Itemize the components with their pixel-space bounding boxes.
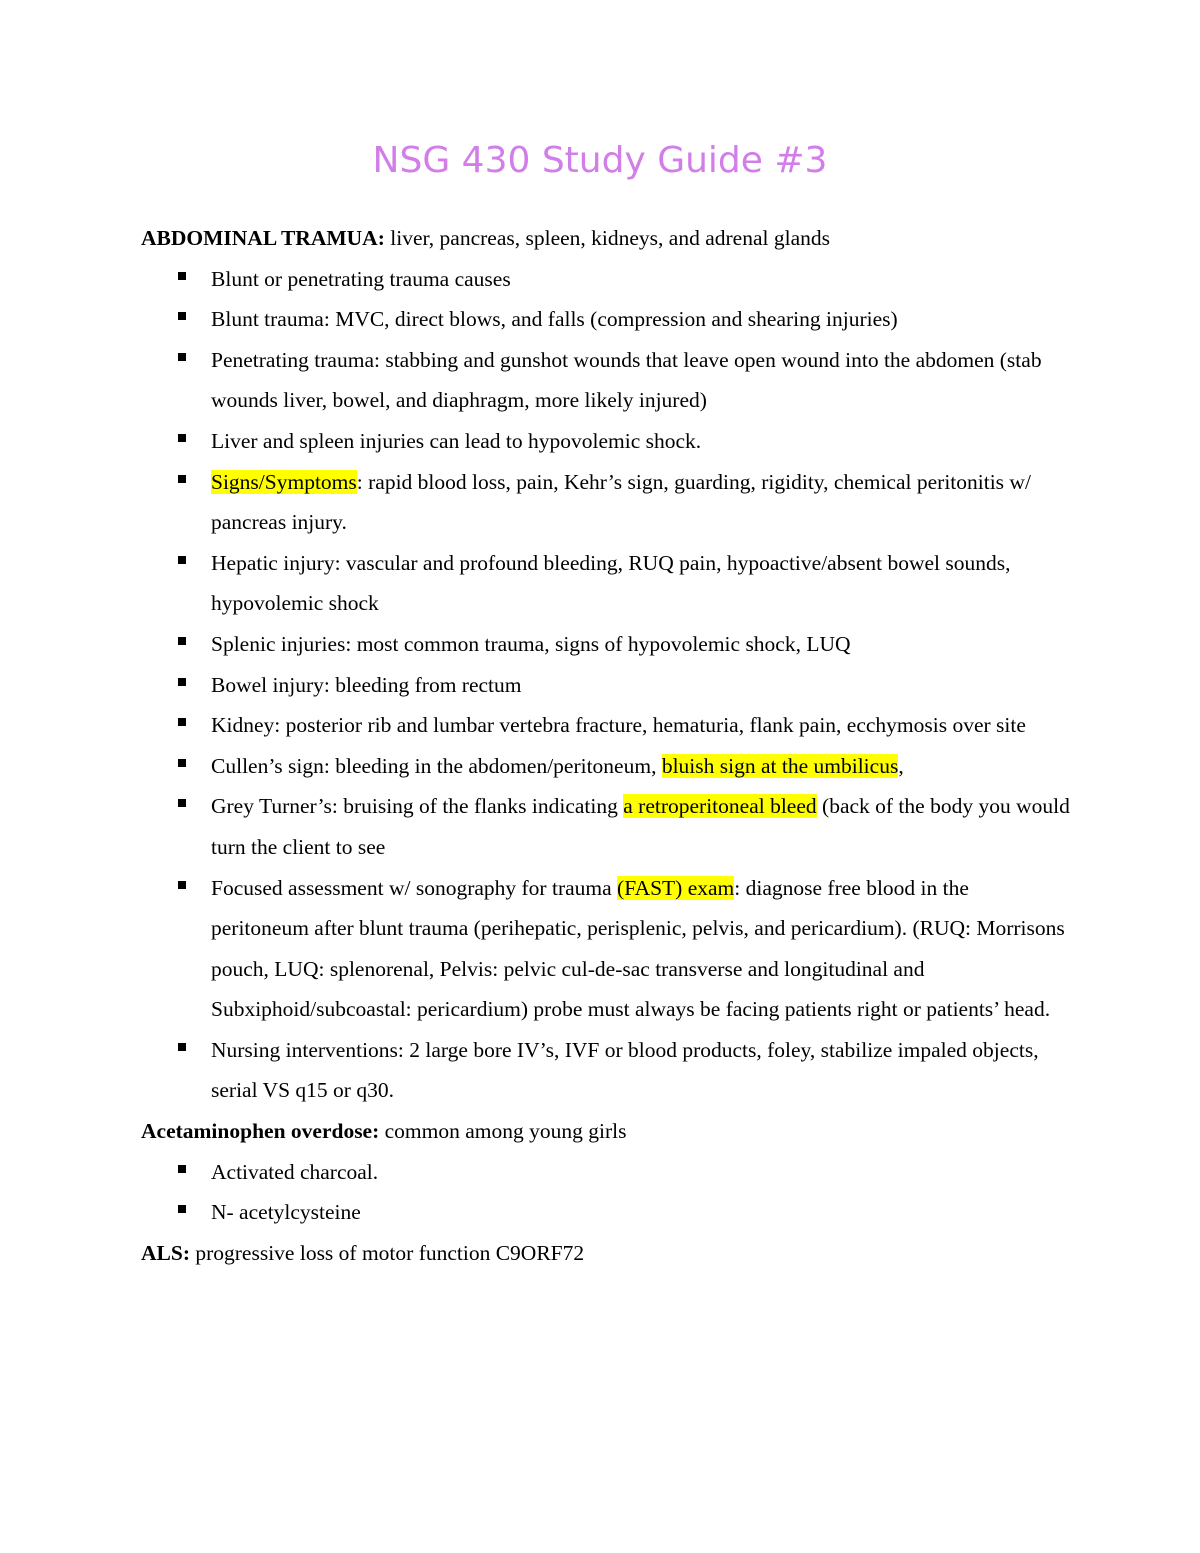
square-bullet-icon — [178, 718, 186, 726]
list-item-text: Nursing interventions: 2 large bore IV’s, IVF or blood products, foley, stabilize impaled objects, serial VS q15 or q30. — [211, 1037, 1039, 1103]
list-item — [141, 1192, 1071, 1233]
square-bullet-icon — [178, 1165, 186, 1173]
abdominal-trauma-list — [141, 259, 1071, 1111]
square-bullet-icon — [178, 434, 186, 442]
list-item — [141, 1030, 1071, 1111]
square-bullet-icon — [178, 1205, 186, 1213]
list-item-text: Hepatic injury: vascular and profound bleeding, RUQ pain, hypoactive/absent bowel sounds, hypovolemic shock — [211, 550, 1011, 616]
section-intro: progressive loss of motor function C9ORF72 — [189, 1240, 585, 1265]
square-bullet-icon — [178, 353, 186, 361]
list-item-text: N- acetylcysteine — [211, 1200, 361, 1225]
list-item — [141, 1152, 1071, 1193]
list-item — [141, 421, 1071, 462]
list-item — [141, 665, 1071, 706]
section-als — [141, 1233, 1071, 1274]
list-item-text: Blunt or penetrating trauma causes — [211, 266, 511, 291]
list-item — [141, 705, 1071, 746]
section-abdominal-trauma — [141, 218, 1071, 259]
list-item — [141, 624, 1071, 665]
list-item-text: Cullen’s sign: bleeding in the abdomen/peritoneum, — [211, 753, 662, 778]
square-bullet-icon — [178, 799, 186, 807]
list-item — [141, 543, 1071, 624]
list-item-text: (back of the body you would turn the client to see — [211, 794, 1070, 859]
list-item-text: , — [898, 753, 904, 778]
list-item-text: Kidney: posterior rib and lumbar vertebra fracture, hematuria, flank pain, ecchymosis over site — [211, 713, 1026, 738]
highlighted-text: Signs/Symptoms — [211, 469, 357, 494]
list-item — [141, 299, 1071, 340]
list-item-text: Bowel injury: bleeding from rectum — [211, 672, 522, 697]
highlighted-text: (FAST) exam — [617, 875, 735, 900]
section-heading: ABDOMINAL TRAMUA: — [141, 226, 385, 250]
square-bullet-icon — [178, 272, 186, 280]
highlighted-text: a retroperitoneal bleed — [623, 794, 817, 819]
document-body — [141, 218, 1071, 1273]
square-bullet-icon — [178, 678, 186, 686]
section-intro: common among young girls — [379, 1119, 627, 1144]
section-intro: liver, pancreas, spleen, kidneys, and adrenal glands — [384, 226, 830, 250]
list-item-text: Grey Turner’s: bruising of the flanks indicating — [211, 794, 624, 819]
list-item-text: Activated charcoal. — [211, 1159, 379, 1184]
list-item-text: Blunt trauma: MVC, direct blows, and falls (compression and shearing injuries) — [211, 307, 898, 332]
page-title: NSG 430 Study Guide #3 — [372, 140, 828, 181]
list-item-text: Penetrating trauma: stabbing and gunshot wounds that leave open wound into the abdomen (stab wounds liver, bowel, and diaphragm, more likely injured) — [211, 347, 1042, 413]
square-bullet-icon — [178, 556, 186, 564]
highlighted-text: bluish sign at the umbilicus — [661, 753, 899, 778]
acetaminophen-list — [141, 1152, 1071, 1233]
list-item — [141, 868, 1071, 1030]
square-bullet-icon — [178, 881, 186, 889]
list-item — [141, 746, 1071, 787]
list-item-text: Focused assessment w/ sonography for trauma — [211, 875, 618, 900]
list-item-text: : diagnose free blood in the peritoneum after blunt trauma (perihepatic, perisplenic, pelvis, and pericardium). (RUQ: Morrisons pouch, LUQ: splenorenal, Pelvis: pelvic cul-de-sac transverse and longitudinal and Subxiphoid/subcoastal: pericardium) probe must always be facing patients right or patients’ head. — [211, 875, 1065, 1022]
section-heading: Acetaminophen overdose: — [141, 1119, 380, 1144]
list-item-text: : rapid blood loss, pain, Kehr’s sign, guarding, rigidity, chemical peritonitis w/ pancreas injury. — [211, 469, 1031, 535]
list-item — [141, 259, 1071, 300]
list-item-text: Liver and spleen injuries can lead to hypovolemic shock. — [211, 428, 702, 453]
square-bullet-icon — [178, 637, 186, 645]
list-item-text: Splenic injuries: most common trauma, signs of hypovolemic shock, LUQ — [211, 631, 851, 656]
square-bullet-icon — [178, 1043, 186, 1051]
section-heading: ALS: — [141, 1240, 190, 1265]
list-item — [141, 462, 1071, 543]
list-item — [141, 786, 1071, 867]
list-item — [141, 340, 1071, 421]
square-bullet-icon — [178, 312, 186, 320]
square-bullet-icon — [178, 759, 186, 767]
square-bullet-icon — [178, 475, 186, 483]
section-acetaminophen-overdose — [141, 1111, 1071, 1152]
